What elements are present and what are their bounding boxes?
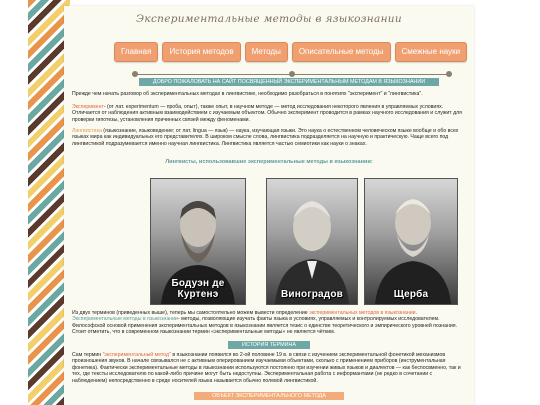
linguists-heading: Лингвисты, использовавшие экспериментальные методы в языкознании:: [165, 159, 373, 165]
definition-term: Экспериментальные методы в языкознании: [72, 316, 178, 323]
definition-term-inline: экспериментальных методов в языкознании: [309, 310, 416, 316]
experiment-definition: [72, 104, 466, 123]
history-term: "экспериментальный метод": [102, 352, 171, 358]
nav-item-history[interactable]: История методов: [162, 42, 240, 62]
portrait-vinogradov-caption: Виноградов: [281, 289, 343, 300]
definition-body: - методы, позволяющие изучать факты языка в условиях, управляемых и контролируемых исследователем. Философской основой применения экспериментальных методов в языкознании является тезис о единстве теоретического и эмпирического уровней познания. Стоит отметить, что в современном языкознании термин «экспериментальные методы» не является чётким.: [72, 316, 457, 336]
linguistics-definition: [72, 128, 466, 147]
nav-item-home[interactable]: Главная: [114, 42, 158, 62]
linguistics-body: (языкознание, языковедение; от лат. lingua — язык) — наука, изучающая языки. Это наука о естественном человеческом языке вообще и обо всех языках мира как индивидуальных его представителях. В широком смысле слова, лингвистика подразделяется на научную и практическую. Чаще всего под лингвистикой подразумевается именно научная лингвистика. Лингвистика является частью семиотики как науки о знаках.: [72, 128, 459, 147]
portrait-vinogradov: [266, 178, 358, 305]
experiment-body: - (от лат. experimentum — проба, опыт), также опыт, в научном методе — метод исследования некоторого явления в управляемых условиях. Отличается от наблюдения активным взаимодействием с изучаемым объектом. Обычно эксперимент проводится в рамках научного исследования и служит для проверки гипотезы, установления причинных связей между феноменами.: [72, 104, 462, 123]
object-section-band: ОБЪЕКТ ЭКСПЕРИМЕНТАЛЬНОГО МЕТОДА: [194, 392, 344, 400]
portrait-shcherba-caption: Щерба: [393, 289, 429, 300]
history-section-band: ИСТОРИЯ ТЕРМИНА: [228, 341, 310, 349]
history-body: в языкознании появился во 2-ой половине 19 в. в связи с изучением экспериментальной фонетикой механизмов произношения звуков. В начале связывался не с активным оперированием изучаемыми объектами, сколько с применением приборов (инструментальная фонетика). Фактически экспериментальные методы в языкознании используются постоянно при изучении живых языков и диалектов — как беспосвменно, так и тех, где тексты исследователю по какой-либо причине могут быть недоступны. Экспериментальная работа с информантами (не редко в сочетании с наблюдением) непосредственно в среде носителей языка называется обычно полевой лингвистикой.: [72, 352, 461, 384]
main-navigation: [114, 42, 467, 64]
methods-definition: Из двух терминов (приведенных выше), теперь мы самостоятельно можем вывести определение экспериментальных методов в языкознании. Экспериментальные методы в языкознании- методы, позволяющие изучать факты языка в условиях, управляемых и контролируемых исследователем. Философской основой применения экспериментальных методов в языкознании является тезис о единстве теоретического и эмпирического уровней познания. Стоит отметить, что в современном языкознании термин «экспериментальные методы» не является чётким.: [72, 310, 457, 336]
definition-lead: Из двух терминов (приведенных выше), теперь мы самостоятельно можем вывести определение: [72, 310, 310, 316]
nav-item-methods[interactable]: Методы: [245, 42, 288, 62]
experiment-term: Эксперимент: [72, 104, 104, 110]
portrait-vinogradov-image: [267, 179, 357, 304]
portrait-baudouin-caption: Бодуэн де Куртенэ: [171, 278, 225, 300]
ornamental-divider: [132, 71, 452, 77]
portrait-shcherba: [364, 178, 458, 305]
linguistics-term: Лингвистика: [72, 128, 102, 134]
nav-item-related-sciences[interactable]: Смежные науки: [395, 42, 468, 62]
intro-paragraph: Прежде чем начать разговор об экспериментальных методах в лингвистике, необходимо разобраться в понятиях "эксперимент" и "лингвистика".: [72, 91, 423, 97]
nav-item-descriptive-methods[interactable]: Описательные методы: [292, 42, 391, 62]
page-container: [64, 6, 474, 405]
history-lead: Сам термин: [72, 352, 103, 358]
history-paragraph: [72, 352, 466, 384]
site-header-title: Экспериментальные методы в языкознании: [136, 13, 402, 25]
portrait-baudouin: [150, 178, 246, 305]
portrait-shcherba-image: [365, 179, 457, 304]
welcome-banner: ДОБРО ПОЖАЛОВАТЬ НА САЙТ ПОСВЯЩЕННЫЙ ЭКСПЕРИМЕНТАЛЬНЫМ МЕТОДАМ В ЯЗЫКОЗНАНИИ: [139, 78, 439, 86]
